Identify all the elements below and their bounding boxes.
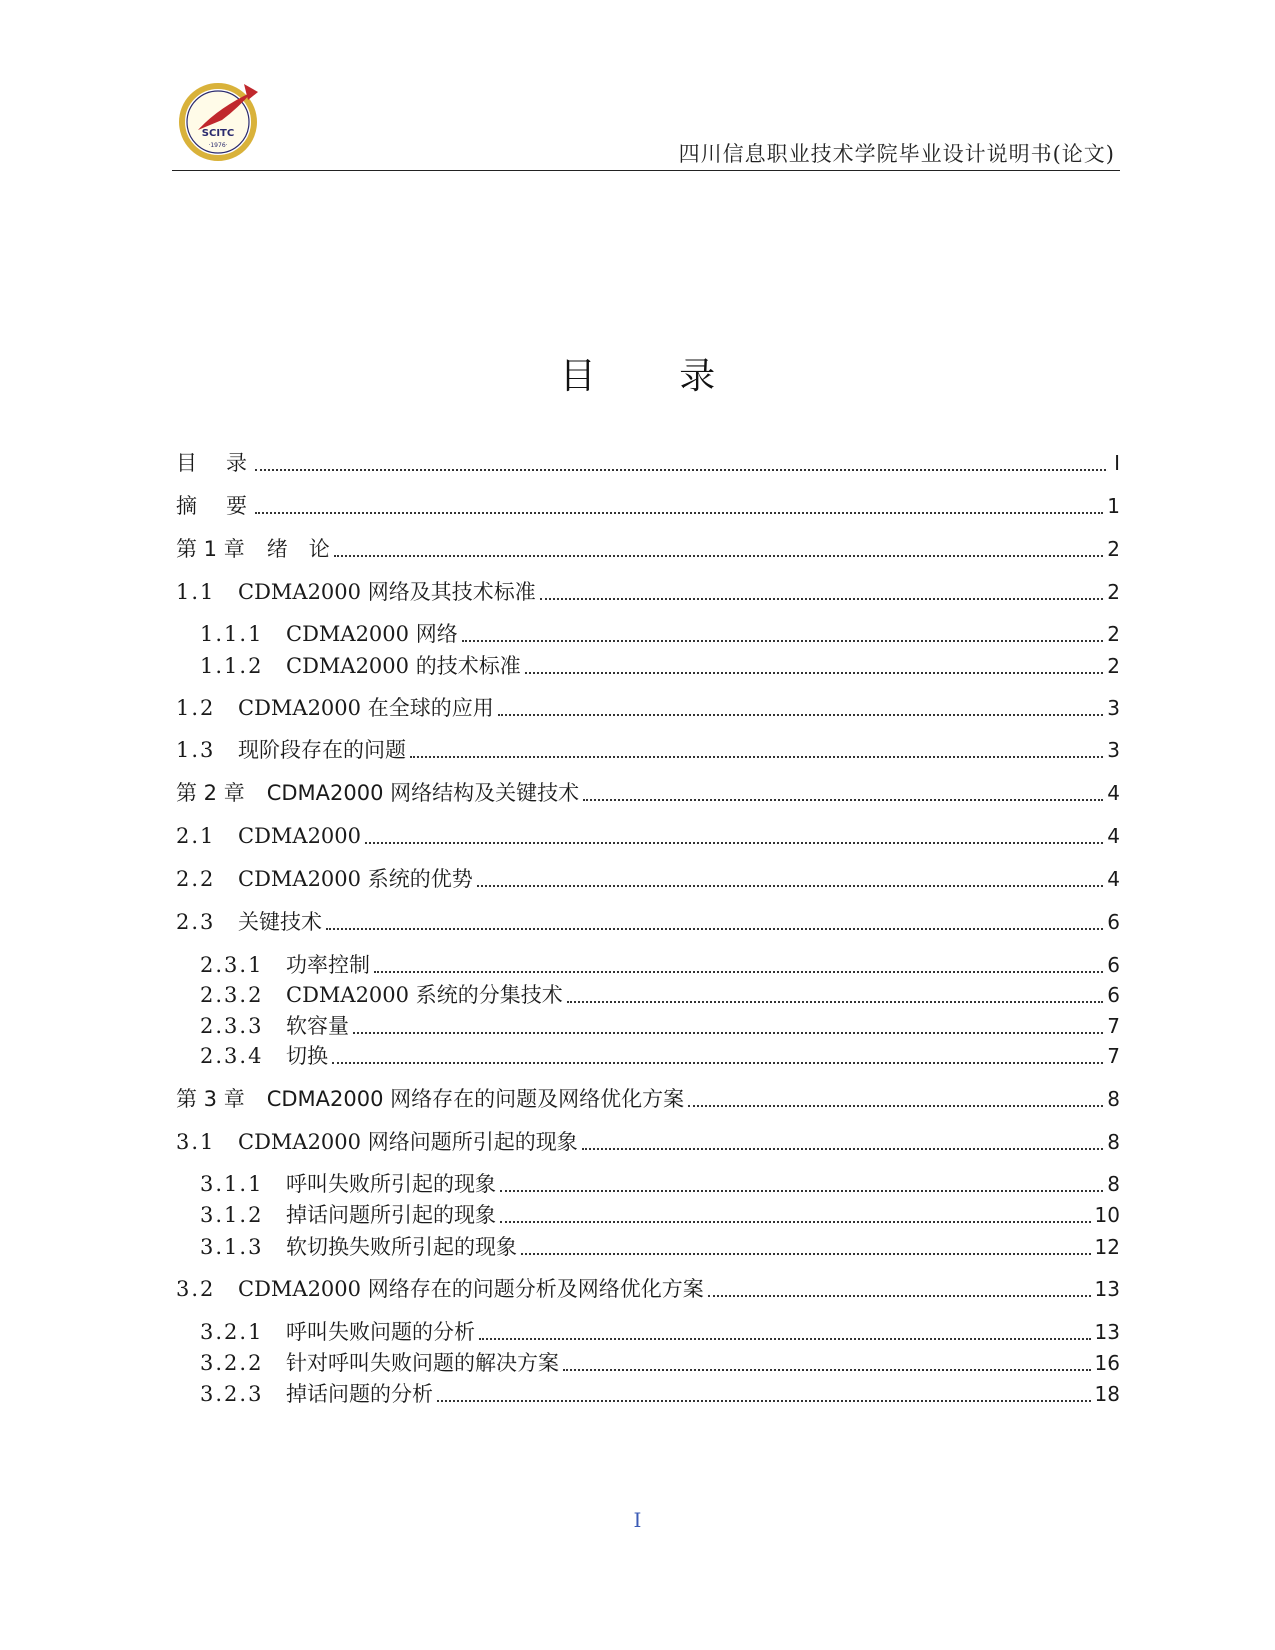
toc-entry-page: 7 bbox=[1107, 1014, 1120, 1038]
toc-entry-page: 4 bbox=[1107, 781, 1120, 805]
toc-entry-title: 针对呼叫失败问题的解决方案 bbox=[286, 1351, 559, 1375]
toc-dot-leader bbox=[410, 742, 1103, 758]
toc-entry-title: 目 录 bbox=[176, 451, 251, 475]
toc-entry-page: 2 bbox=[1107, 654, 1120, 678]
toc-entry-page: 3 bbox=[1107, 738, 1120, 762]
toc-entry-title: CDMA2000 网络 bbox=[286, 622, 458, 646]
toc-entry[interactable] bbox=[176, 694, 1120, 722]
toc-dot-leader bbox=[521, 1239, 1091, 1255]
toc-entry-title: 切换 bbox=[286, 1044, 328, 1068]
toc-entry-number: 1.1 bbox=[176, 580, 216, 604]
toc-entry-number: 1.1.1 bbox=[200, 622, 264, 646]
toc-entry-page: 10 bbox=[1094, 1203, 1120, 1227]
toc-entry-title: 摘 要 bbox=[176, 494, 251, 518]
toc-entry[interactable] bbox=[176, 492, 1120, 520]
toc-dot-leader bbox=[462, 626, 1104, 642]
toc-entry-title: 现阶段存在的问题 bbox=[238, 738, 406, 762]
toc-entry-page: 7 bbox=[1107, 1044, 1120, 1068]
header-title: 四川信息职业技术学院毕业设计说明书(论文) bbox=[678, 142, 1115, 166]
toc-dot-leader bbox=[437, 1386, 1091, 1402]
toc-dot-leader bbox=[500, 1176, 1103, 1192]
toc-entry-page: 4 bbox=[1107, 824, 1120, 848]
toc-entry[interactable] bbox=[200, 1042, 1120, 1070]
toc-entry[interactable] bbox=[200, 1170, 1120, 1198]
toc-entry-title: CDMA2000 在全球的应用 bbox=[238, 696, 494, 720]
toc-entry[interactable] bbox=[200, 1380, 1120, 1408]
toc-entry-title: CDMA2000 网络及其技术标准 bbox=[238, 580, 536, 604]
toc-entry-page: 8 bbox=[1107, 1130, 1120, 1154]
toc-dot-leader bbox=[332, 1048, 1103, 1064]
toc-dot-leader bbox=[255, 498, 1103, 514]
toc-entry-page: 12 bbox=[1094, 1235, 1120, 1259]
toc-entry-page: 6 bbox=[1107, 910, 1120, 934]
toc-entry[interactable] bbox=[200, 981, 1120, 1009]
toc-dot-leader bbox=[500, 1207, 1091, 1223]
toc-dot-leader bbox=[540, 584, 1104, 600]
toc-entry-number: 2.2 bbox=[176, 867, 216, 891]
toc-dot-leader bbox=[374, 957, 1103, 973]
toc-entry-title: 掉话问题的分析 bbox=[286, 1382, 433, 1406]
toc-entry-number: 3.1.3 bbox=[200, 1235, 264, 1259]
toc-entry[interactable] bbox=[176, 1128, 1120, 1156]
toc-entry-number: 2.3.2 bbox=[200, 983, 264, 1007]
toc-entry-number: 3.2 bbox=[176, 1277, 216, 1301]
toc-entry-number: 3.2.1 bbox=[200, 1320, 264, 1344]
toc-entry-title: 软容量 bbox=[286, 1014, 349, 1038]
toc-entry[interactable] bbox=[200, 1318, 1120, 1346]
toc-dot-leader bbox=[334, 541, 1104, 557]
toc-entry-number: 第 3 章 bbox=[176, 1087, 245, 1111]
toc-entry-number: 1.2 bbox=[176, 696, 216, 720]
toc-heading: 目 录 bbox=[559, 356, 752, 397]
toc-dot-leader bbox=[525, 658, 1104, 674]
toc-entry-number: 1.1.2 bbox=[200, 654, 264, 678]
toc-entry[interactable] bbox=[176, 779, 1120, 807]
toc-entry-number: 3.2.3 bbox=[200, 1382, 264, 1406]
toc-dot-leader bbox=[498, 700, 1104, 716]
toc-entry-page: 6 bbox=[1107, 953, 1120, 977]
toc-entry-page: 3 bbox=[1107, 696, 1120, 720]
toc-dot-leader bbox=[353, 1018, 1103, 1034]
toc-entry[interactable] bbox=[176, 1085, 1120, 1113]
toc-entry-title: CDMA2000 系统的分集技术 bbox=[286, 983, 563, 1007]
toc-entry[interactable] bbox=[200, 620, 1120, 648]
toc-entry-title: 功率控制 bbox=[286, 953, 370, 977]
page-number: I bbox=[633, 1508, 642, 1532]
toc-entry[interactable] bbox=[200, 1349, 1120, 1377]
toc-entry-title: 呼叫失败问题的分析 bbox=[286, 1320, 475, 1344]
toc-entry-title: CDMA2000 系统的优势 bbox=[238, 867, 473, 891]
toc-entry[interactable] bbox=[176, 535, 1120, 563]
toc-entry-page: 6 bbox=[1107, 983, 1120, 1007]
toc-entry-number: 3.1.2 bbox=[200, 1203, 264, 1227]
toc-entry-number: 2.3.1 bbox=[200, 953, 264, 977]
toc-entry-page: 16 bbox=[1094, 1351, 1120, 1375]
toc-entry-page: 2 bbox=[1107, 580, 1120, 604]
toc-dot-leader bbox=[479, 1324, 1091, 1340]
toc-entry-title: CDMA2000 网络问题所引起的现象 bbox=[238, 1130, 578, 1154]
toc-entry[interactable] bbox=[200, 1012, 1120, 1040]
toc-dot-leader bbox=[563, 1355, 1091, 1371]
table-of-contents bbox=[176, 0, 1120, 1500]
toc-entry-page: 13 bbox=[1094, 1277, 1120, 1301]
toc-dot-leader bbox=[365, 828, 1103, 844]
toc-entry[interactable] bbox=[200, 1233, 1120, 1261]
toc-entry-number: 第 2 章 bbox=[176, 781, 245, 805]
toc-dot-leader bbox=[477, 871, 1104, 887]
toc-dot-leader bbox=[708, 1281, 1091, 1297]
toc-entry-title: 关键技术 bbox=[238, 910, 322, 934]
toc-entry-title: CDMA2000 网络存在的问题分析及网络优化方案 bbox=[238, 1277, 704, 1301]
toc-entry[interactable] bbox=[200, 652, 1120, 680]
toc-entry-number: 第 1 章 bbox=[176, 537, 245, 561]
toc-entry-title: 呼叫失败所引起的现象 bbox=[286, 1172, 496, 1196]
toc-entry[interactable] bbox=[176, 908, 1120, 936]
toc-entry-title: 软切换失败所引起的现象 bbox=[286, 1235, 517, 1259]
toc-entry-number: 1.3 bbox=[176, 738, 216, 762]
toc-entry-title: CDMA2000 网络存在的问题及网络优化方案 bbox=[266, 1087, 685, 1111]
toc-entry[interactable] bbox=[176, 449, 1120, 477]
toc-entry-title: 绪 论 bbox=[266, 537, 330, 561]
toc-dot-leader bbox=[583, 785, 1103, 801]
toc-entry-page: 2 bbox=[1107, 537, 1120, 561]
logo-text: SCITC bbox=[201, 128, 235, 139]
toc-entry-page: 1 bbox=[1107, 494, 1120, 518]
toc-dot-leader bbox=[255, 455, 1106, 471]
toc-dot-leader bbox=[567, 987, 1104, 1003]
toc-dot-leader bbox=[688, 1091, 1103, 1107]
toc-entry-page: 8 bbox=[1107, 1172, 1120, 1196]
toc-entry-number: 3.2.2 bbox=[200, 1351, 264, 1375]
toc-entry[interactable] bbox=[176, 578, 1120, 606]
toc-entry-number: 2.3 bbox=[176, 910, 216, 934]
toc-entry-page: 18 bbox=[1094, 1382, 1120, 1406]
toc-entry-page: 4 bbox=[1107, 867, 1120, 891]
toc-entry-page: 13 bbox=[1094, 1320, 1120, 1344]
toc-entry-number: 2.3.4 bbox=[200, 1044, 264, 1068]
toc-entry[interactable] bbox=[200, 1201, 1120, 1229]
toc-entry-page: 8 bbox=[1107, 1087, 1120, 1111]
toc-entry-number: 2.1 bbox=[176, 824, 216, 848]
toc-entry-number: 3.1 bbox=[176, 1130, 216, 1154]
toc-entry[interactable] bbox=[176, 1275, 1120, 1303]
toc-entry[interactable] bbox=[176, 865, 1120, 893]
toc-dot-leader bbox=[326, 914, 1103, 930]
toc-dot-leader bbox=[582, 1134, 1104, 1150]
toc-entry-number: 2.3.3 bbox=[200, 1014, 264, 1038]
toc-entry[interactable] bbox=[176, 736, 1120, 764]
toc-entry[interactable] bbox=[200, 951, 1120, 979]
toc-entry-title: 掉话问题所引起的现象 bbox=[286, 1203, 496, 1227]
toc-entry-title: CDMA2000 网络结构及关键技术 bbox=[266, 781, 580, 805]
toc-entry[interactable] bbox=[176, 822, 1120, 850]
toc-entry-page: 2 bbox=[1107, 622, 1120, 646]
toc-entry-title: CDMA2000 的技术标准 bbox=[286, 654, 521, 678]
toc-entry-page: I bbox=[1114, 451, 1120, 475]
toc-entry-title: CDMA2000 bbox=[238, 824, 362, 848]
logo-year: ·1976· bbox=[208, 142, 228, 149]
toc-entry-number: 3.1.1 bbox=[200, 1172, 264, 1196]
